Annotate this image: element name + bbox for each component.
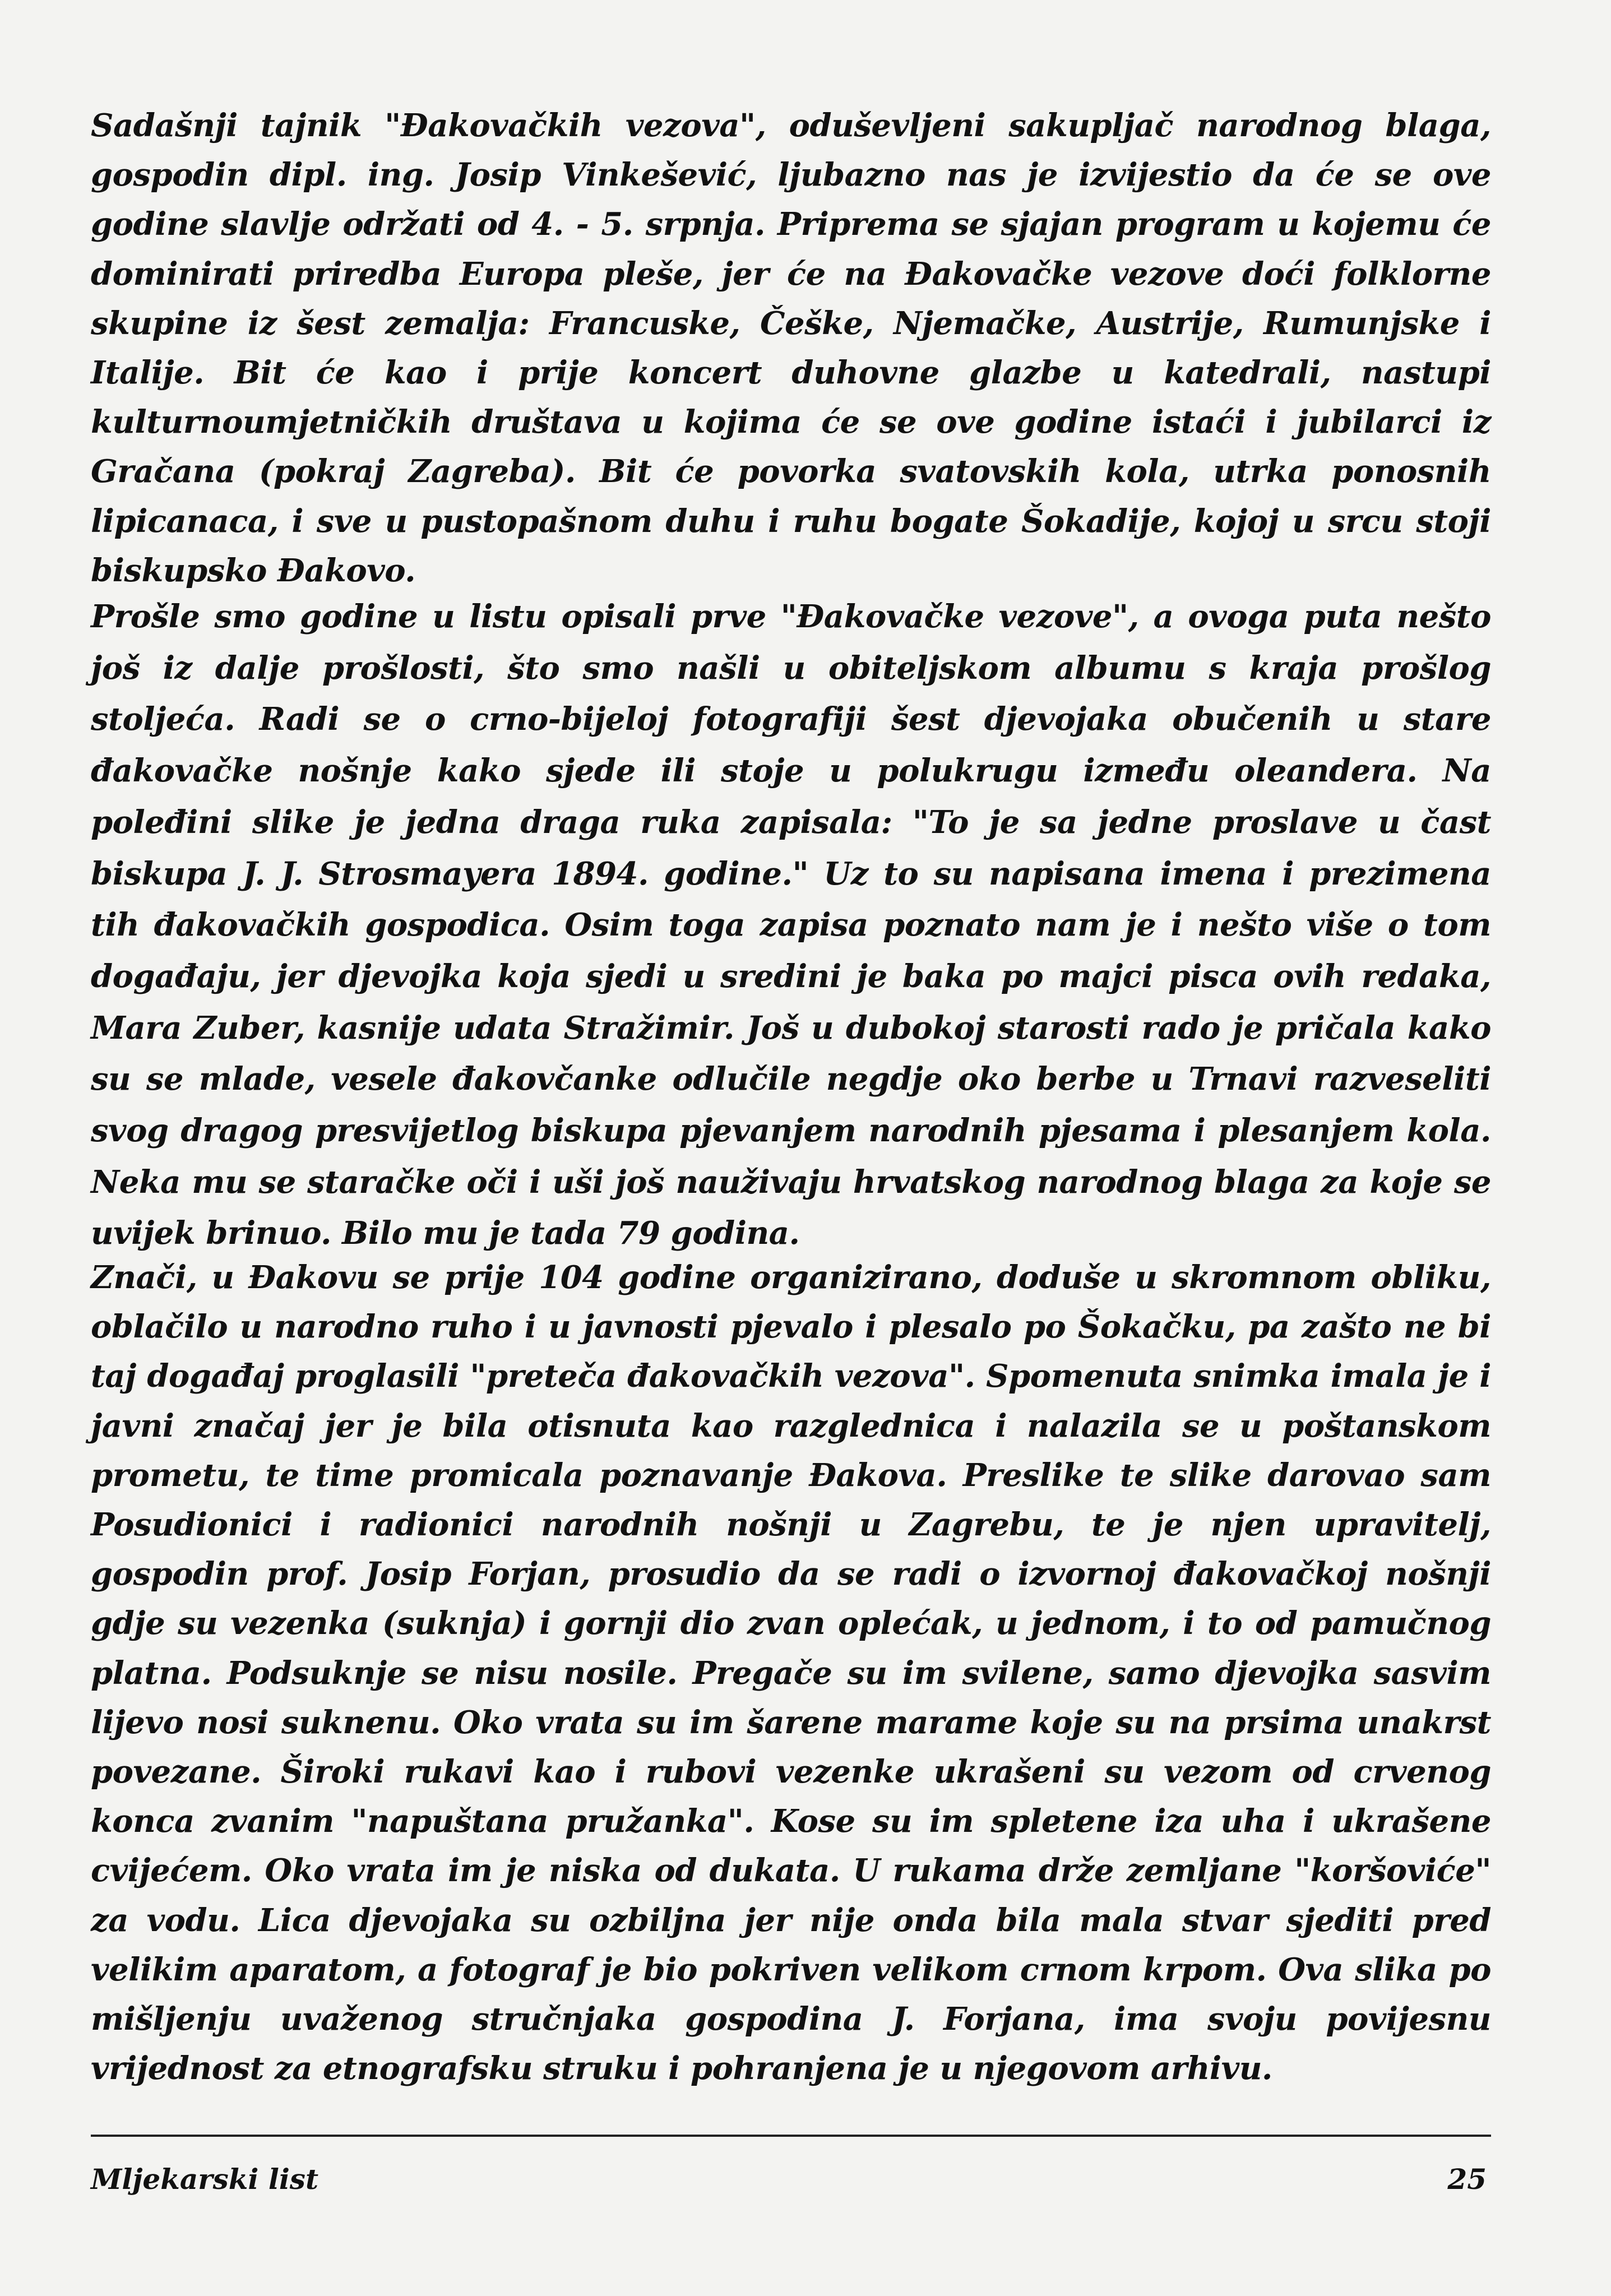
footer-divider bbox=[91, 2135, 1491, 2137]
footer-page-number: 25 bbox=[1447, 2163, 1487, 2196]
article-paragraph-1: Sadašnji tajnik "Đakovačkih vezova", oduševljeni sakupljač narodnog blaga, gospodin dipl. ing. Josip Vinkešević, ljubazno nas je izvijestio da će se ove godine slavlje održati od 4. - 5. srpnja. Priprema se sjajan program u kojemu će dominirati priredba Europa pleše, jer će na Đakovačke vezove doći folklorne skupine iz šest zemalja: Francuske, Češke, Njemačke, Austrije, Rumunjske i Italije. Bit će kao i prije koncert duhovne glazbe u katedrali, nastupi kulturnoumjetničkih društava u kojima će se ove godine istaći i jubilarci iz Gračana (pokraj Zagreba). Bit će povorka svatovskih kola, utrka ponosnih lipicanaca, i sve u pustopašnom duhu i ruhu bogate Šokadije, kojoj u srcu stoji biskupsko Đakovo. bbox=[91, 107, 1491, 589]
footer-publication-title: Mljekarski list bbox=[91, 2163, 319, 2196]
article-paragraph-2: Prošle smo godine u listu opisali prve "Đakovačke vezove", a ovoga puta nešto još iz dalje prošlosti, što smo našli u obiteljskom albumu s kraja prošlog stoljeća. Radi se o crno-bijeloj fotografiji šest djevojaka obučenih u stare đakovačke nošnje kako sjede ili stoje u polukrugu između oleandera. Na poleđini slike je jedna draga ruka zapisala: "To je sa jedne proslave u čast biskupa J. J. Strosmayera 1894. godine." Uz to su napisana imena i prezimena tih đakovačkih gospodica. Osim toga zapisa poznato nam je i nešto više o tom događaju, jer djevojka koja sjedi u sredini je baka po majci pisca ovih redaka, Mara Zuber, kasnije udata Stražimir. Još u dubokoj starosti rado je pričala kako su se mlade, vesele đakovčanke odlučile negdje oko berbe u Trnavi razveseliti svog dragog presvijetlog biskupa pjevanjem narodnih pjesama i plesanjem kola. Neka mu se staračke oči i uši još nauživaju hrvatskog narodnog blaga za koje se uvijek brinuo. Bilo mu je tada 79 godina. bbox=[91, 598, 1491, 1252]
article-paragraph-3: Znači, u Đakovu se prije 104 godine organizirano, doduše u skromnom obliku, oblačilo u narodno ruho i u javnosti pjevalo i plesalo po Šokačku, pa zašto ne bi taj događaj proglasili "preteča đakovačkih vezova". Spomenuta snimka imala je i javni značaj jer je bila otisnuta kao razglednica i nalazila se u poštanskom prometu, te time promicala poznavanje Đakova. Preslike te slike darovao sam Posudionici i radionici narodnih nošnji u Zagrebu, te je njen upravitelj, gospodin prof. Josip Forjan, prosudio da se radi o izvornoj đakovačkoj nošnji gdje su vezenka (suknja) i gornji dio zvan oplećak, u jednom, i to od pamučnog platna. Podsuknje se nisu nosile. Pregače su im svilene, samo djevojka sasvim lijevo nosi suknenu. Oko vrata su im šarene marame koje su na prsima unakrst povezane. Široki rukavi kao i rubovi vezenke ukrašeni su vezom od crvenog konca zvanim "napuštana pružanka". Kose su im spletene iza uha i ukrašene cvijećem. Oko vrata im je niska od dukata. U rukama drže zemljane "koršoviće" za vodu. Lica djevojaka su ozbiljna jer nije onda bila mala stvar sjediti pred velikim aparatom, a fotograf je bio pokriven velikom crnom krpom. Ova slika po mišljenju uvaženog stručnjaka gospodina J. Forjana, ima svoju povijesnu vrijednost za etnografsku struku i pohranjena je u njegovom arhivu. bbox=[91, 1259, 1491, 2087]
